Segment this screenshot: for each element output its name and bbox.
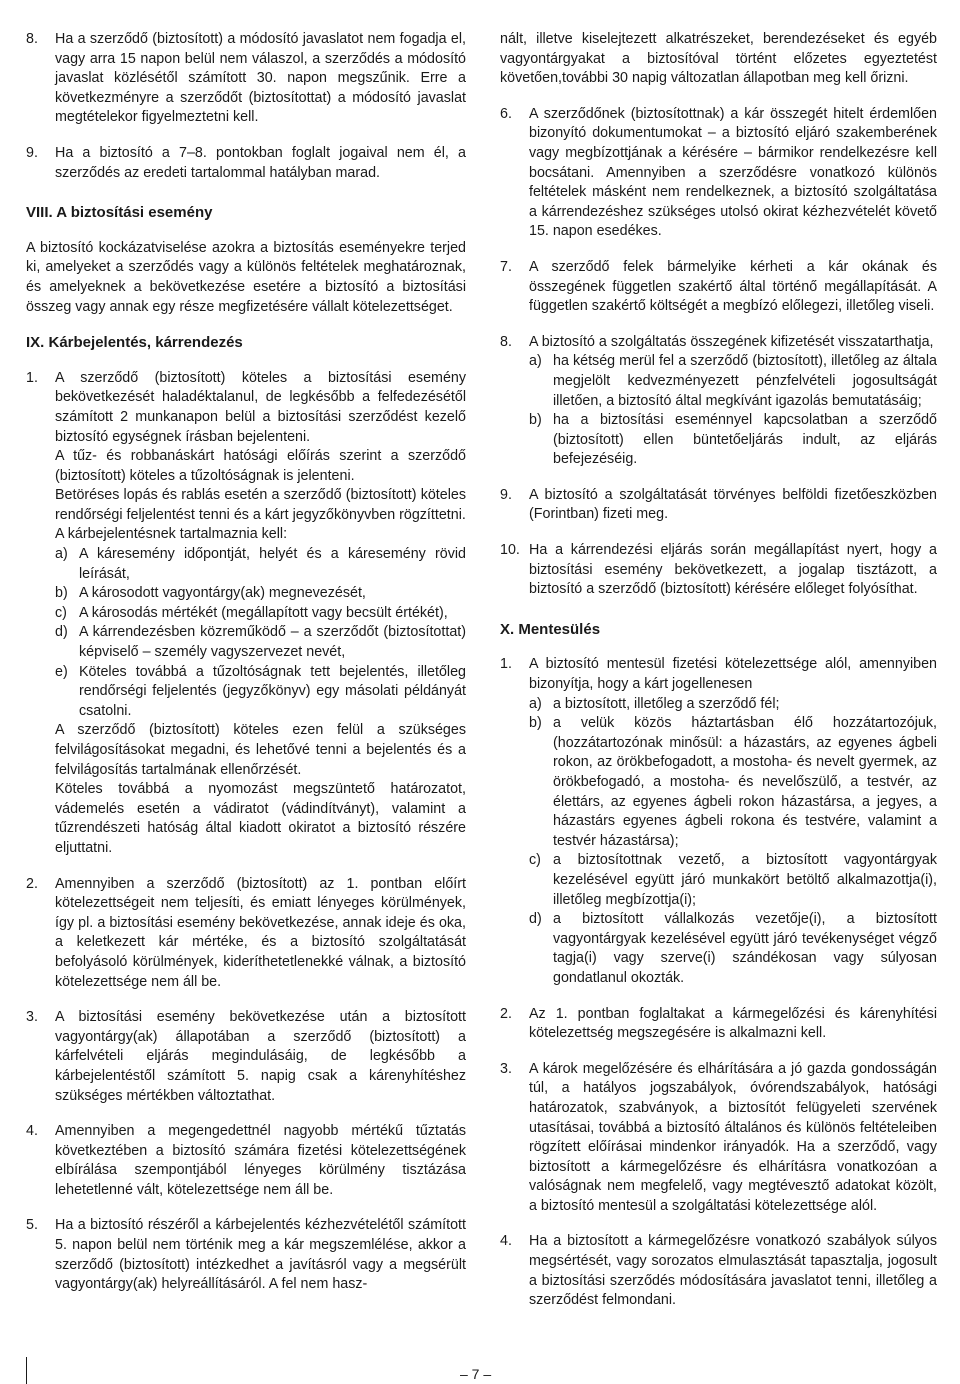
item-number: 10. (500, 542, 520, 559)
item-text: Ha a szerződő (biztosított) a módosító javaslatot nem fogadja el, vagy arra 15 napon belül nem válaszol, a szerződés a módosító javaslat közlésétől számított 30. napon megszűnik. Erre a következményre a szerződőt (biztosítottat) a módosító javaslat megtételekor figyelmeztetni kell. (55, 31, 466, 126)
continued-paragraph: nált, illetve kiselejtezett alkatrészeket, berendezéseket és egyéb vagyontárgyakat a biztosítóval történt előzetes egyeztetést követően,további 30 napig változatlan állapotban meg kell őrizni. (500, 31, 937, 87)
item-text: Ha a biztosító a 7–8. pontokban foglalt jogaival nem él, a szerződés az eredeti tartalommal hatályban marad. (55, 144, 466, 181)
sub-letter: b) (529, 412, 542, 429)
claim-item-4 (26, 1122, 466, 1200)
item-text: A tűz- és robbanáskárt hatósági előírás szerint a szerződő (biztosított) köteles a tűzoltóságnak is jelenteni. (55, 448, 466, 484)
sub-item-b (529, 714, 937, 851)
item-text: A biztosító a szolgáltatását törvényes belföldi fizetőeszközben (Forintban) fizeti meg. (529, 486, 937, 523)
item-text: Köteles továbbá a nyomozást megszüntető határozatot, vádemelés esetén a vádiratot (vádindítványt), valamint a tűzrendészeti hatóság által kiadott okiratot a biztosító részére eljuttatni. (55, 781, 466, 856)
sub-text: Köteles továbbá a tűzoltóságnak tett bejelentés, illetőleg rendőrségi feljelentés (jegyzőkönyv) egy másolati példányát csatolni. (79, 663, 466, 719)
item-number: 8. (26, 31, 38, 47)
claim-item-9 (500, 486, 937, 525)
section-paragraph: A biztosító kockázatviselése azokra a biztosítás eseményekre terjed ki, amelyeket a szerződés vagy a különös feltételek meghatároznak, és amelyeknek a bekövetkezése esetére a biztosító a biztosítási összeg vagy annak egy része megfizetésére vállalt kötelezettséget. (26, 239, 466, 315)
item-number: 9. (500, 486, 512, 503)
sub-item-c (529, 851, 937, 910)
sub-item-a (529, 695, 937, 715)
item-text: Ha a biztosító részéről a kárbejelentés kézhezvételétől számított 5. napon belül nem történik meg a kár megszemlélése, akkor a szerződő (biztosított) intézkedhet a javításról vagy a megsérült vagyontárgy(ak) helyreállításáról. A fel nem hasz- (55, 1217, 466, 1293)
item-number: 2. (500, 1005, 512, 1022)
sub-letter: a) (55, 546, 68, 563)
item-text: A biztosító a szolgáltatás összegének kifizetését visszatarthatja, (529, 333, 934, 350)
item-text: A biztosító mentesül fizetési kötelezettsége alól, amennyiben bizonyítja, hogy a kárt jogellenesen (529, 656, 937, 693)
item-text: Az 1. pontban foglaltakat a kármegelőzési és kárenyhítési kötelezettség megszegésére is alkalmazni kell. (529, 1005, 937, 1042)
sub-item-b (55, 584, 466, 604)
item-text: A károk megelőzésére és elhárítására a jó gazda gondosságán túl, a hatályos jogszabályok, óvórendszabályok, hatósági határozatok, szabványok, a biztosítót felügyeleti szervének utasításai, továbbá a biztosító általános és különös feltételeiben rögzített előírásai mindenkor irányadók. Ha a szerződő, vagy biztosított a kármegelőzésre és elhárításra vonatkozóan a valóságnak nem megfelelő, vagy megtévesztő adatokat közölt, a biztosító mentesül a szolgáltatási kötelezettsége alól. (529, 1060, 937, 1214)
sub-text: a velük közös háztartásban élő hozzátartozójuk, (hozzátartozónak minősül: a házastárs, az egyenes ágbeli rokon, az örökbefogadott, a mostoha- és nevelt gyermek, az örökbefogadó, a mostoha- és nevelőszülő, a testvér, az élettárs, az egyenes ágbeli rokon házastársa, a jegyes, a házastárs egyenes ágbeli rokona és testvére, valamint a testvér házastársa); (553, 715, 937, 849)
sub-text: A kárrendezésben közreműködő – a szerződőt (biztosítottat) képviselő – személy vagyszervezet nevét, (79, 624, 466, 661)
sub-text: ha kétség merül fel a szerződő (biztosított), illetőleg az általa megjelölt kedvezményezett pénzfelvételi jogosultságát illetően, a biztosító által megkívánt igazolás bemutatásáig; (553, 353, 937, 409)
item-number: 1. (26, 369, 38, 386)
claim-item-1 (26, 369, 466, 859)
item-number: 6. (500, 105, 512, 122)
section-heading-ix: IX. Kárbejelentés, kárrendezés (26, 334, 243, 352)
sub-letter: b) (529, 715, 542, 732)
sub-text: a biztosítottnak vezető, a biztosított vagyontárgyak kezelésével együtt járó munkakört betöltő alkalmazottja(i), illetőleg megbízottja(i); (553, 852, 937, 908)
page-number: – 7 – (460, 1366, 492, 1382)
section-item-8 (26, 30, 466, 128)
right-column (500, 30, 937, 1311)
left-column (26, 30, 466, 1295)
item-text: Ha a biztosított a kármegelőzésre vonatkozó szabályok súlyos megsértését, vagy sorozatos elmulasztását tapasztalja, jogosult a biztosítási szerződés módosítására javaslatot tenni, illetőleg a szerződést felmondani. (529, 1233, 937, 1309)
exemption-item-4 (500, 1232, 937, 1310)
sub-letter: c) (529, 852, 541, 869)
item-text: A szerződőnek (biztosítottnak) a kár összegét hitelt érdemlően bizonyító dokumentumokat – a biztosító eljáró szakemberének vagy megbízottjának a kérésére – bármikor rendelkezésre kell bocsátani. Amennyiben a szerződésre vonatkozó különös feltételek másként nem rendelkeznek, a biztosító szolgáltatása a kárrendezéshez szükséges utolsó okirat kézhezvételét követő 15. napon esedékes. (529, 105, 937, 240)
section-item-9 (26, 144, 466, 183)
item-text: Amennyiben a szerződő (biztosított) az 1. pontban előírt kötelezettségeit nem teljesíti, és emiatt lényeges körülmények, így pl. a biztosítási esemény bekövetkezése, annak ideje és oka, a keletkezett kár mértéke, és a biztosító szolgáltatását befolyásoló körülmények, kideríthetetlenekké válnak, a biztosító kötelezettsége nem áll be. (55, 875, 466, 990)
claim-item-5 (26, 1216, 466, 1294)
item-number: 5. (26, 1217, 38, 1234)
claim-item-7 (500, 258, 937, 317)
item-number: 8. (500, 333, 512, 350)
sub-letter: a) (529, 353, 542, 370)
sub-text: A káresemény időpontját, helyét és a káresemény rövid leírását, (79, 546, 466, 582)
section-heading-x: X. Mentesülés (500, 620, 601, 638)
margin-rule (26, 1357, 27, 1384)
sub-text: a biztosított, illetőleg a szerződő fél; (553, 695, 780, 712)
claim-item-2 (26, 875, 466, 993)
sub-item-a (529, 352, 937, 411)
item-text: A szerződő (biztosított) köteles ezen felül a szükséges felvilágosításokat megadni, és lehetővé tenni a bejelentés és a felvilágosítás tartalmának ellenőrzését. (55, 722, 466, 778)
item-number: 4. (500, 1233, 512, 1250)
claim-item-8 (500, 333, 937, 470)
item-number: 4. (26, 1123, 38, 1140)
claim-item-3 (26, 1008, 466, 1106)
item-number: 9. (26, 144, 38, 161)
exemption-item-3 (500, 1060, 937, 1217)
sub-letter: e) (55, 663, 68, 680)
item-text: A kárbejelentésnek tartalmaznia kell: (55, 526, 288, 543)
item-number: 1. (500, 656, 512, 673)
sub-item-a (55, 545, 466, 584)
item-text: Ha a kárrendezési eljárás során megállapítást nyert, hogy a biztosítási esemény bekövetkezett, a jogalap tisztázott, a biztosító a szerződő (biztosított) kérésére előleget folyósíthat. (529, 542, 937, 598)
item-text: Amennyiben a megengedettnél nagyobb mértékű tűztatás következtében a biztosító számára fizetési kötelezettségének elbírálása szempontjából lényeges körülmény tisztázása lehetetlenné vált, kötelezettsége nem áll be. (55, 1123, 466, 1198)
item-number: 3. (500, 1060, 512, 1077)
sub-letter: a) (529, 695, 542, 712)
sub-item-c (55, 604, 466, 624)
section-heading-viii: VIII. A biztosítási esemény (26, 204, 213, 222)
claim-item-6 (500, 105, 937, 242)
item-text: Betöréses lopás és rablás esetén a szerződő (biztosított) köteles rendőrségi feljelentést tenni és a kárt jegyzőkönyvben rögzíttetni. (55, 487, 466, 523)
sub-item-d (55, 623, 466, 662)
item-text: A szerződő felek bármelyike kérheti a kár okának és összegének független szakértő által történő megállapítását. A független szakértő költségét a megbízó előlegezi, illetőleg viseli. (529, 258, 937, 315)
item-text: A szerződő (biztosított) köteles a biztosítási esemény bekövetkezését haladéktalanul, de legkésőbb a felfedezésétől számított 2 munkanapon belül a biztosítási szerződést kezelő biztosító egységnek írásban bejelenteni. (55, 369, 466, 445)
sub-letter: b) (55, 585, 68, 602)
sub-letter: c) (55, 604, 67, 621)
sub-text: ha a biztosítási eseménnyel kapcsolatban a szerződő (biztosított) ellen büntetőeljárás indult, az eljárás befejezéséig. (553, 412, 937, 468)
sub-letter: d) (55, 624, 68, 641)
item-text: A biztosítási esemény bekövetkezése után a biztosított vagyontárgy(ak) állapotában a szerződő (biztosított) a kárfelvételi eljárás megindulásáig, de legkésőbb a kárbejelentéstől számított 5. napig csak a kárenyhítéshez szükséges mértékben változtathat. (55, 1009, 466, 1104)
sub-item-e (55, 663, 466, 722)
sub-letter: d) (529, 911, 542, 928)
exemption-item-1 (500, 655, 937, 988)
sub-text: A károsodott vagyontárgy(ak) megnevezését, (79, 585, 366, 602)
item-number: 2. (26, 875, 38, 892)
sub-text: a biztosított vállalkozás vezetője(i), a biztosított vagyontárgyak kezelésével együtt járó tevékenységet végző tagja(i) vagy szerve(i) szándékosan vagy súlyosan gondatlanul okozták. (553, 911, 937, 986)
sub-item-b (529, 411, 937, 470)
item-number: 7. (500, 258, 512, 275)
sub-item-d (529, 910, 937, 988)
sub-text: A károsodás mértékét (megállapított vagy becsült értékét), (79, 604, 448, 621)
item-number: 3. (26, 1009, 38, 1026)
exemption-item-2 (500, 1005, 937, 1044)
claim-item-10 (500, 541, 937, 600)
